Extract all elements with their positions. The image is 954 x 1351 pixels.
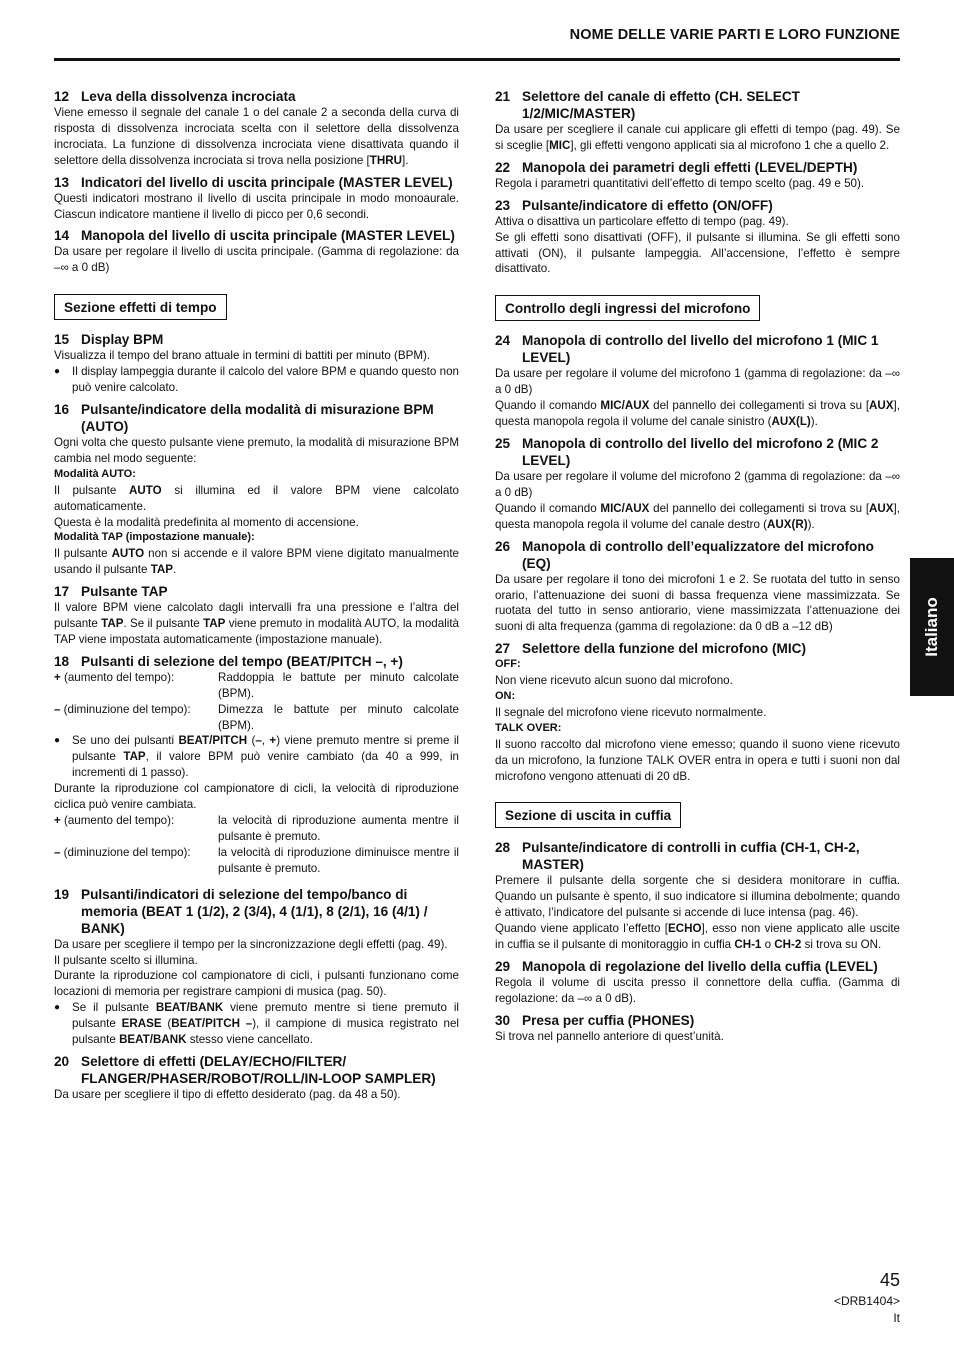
section-19-bullet [54,1000,459,1048]
text: ). [810,415,818,429]
definition-row [54,813,459,845]
language-tab-label: Italiano [922,597,941,657]
text: ( [161,1017,172,1031]
mic-off-text: Non viene ricevuto alcun suono dal microfono. [495,674,733,688]
talk-over-text: Il suono raccolto dal microfono viene emesso; quando il suono viene ricevuto da un microfono, la funzione TALK OVER entra in opera e tutti i suoni non dal microfono vengono attenuati di 20 dB. [495,737,900,783]
section-title-text: Pulsante TAP [81,584,168,600]
text: Viene emesso il segnale del canale 1 o del canale 2 a seconda della curva di risposta di dissolvenza incrociata scelta con il selettore della dissolvenza incrociata. La funzione di dissolvenza incrociata viene disattivata quando il selettore della dissolvenza incrociata si trova nella posizione [ [54,106,459,167]
definition-desc: Dimezza le battute per minuto calcolate (BPM). [218,702,459,732]
bold-text: TAP [101,617,124,631]
text: . [173,563,177,577]
section-title-text: Leva della dissolvenza incrociata [81,89,296,104]
bold-text: AUX(R) [766,517,808,531]
section-18-cycle-text: Durante la riproduzione col campionatore di cicli, la velocità di riproduzione ciclica può venire cambiata. [54,782,459,812]
bold-text: + [54,814,61,827]
bold-text: – [54,845,61,859]
section-25-p2 [495,501,900,533]
definition-desc: la velocità di riproduzione diminuisce mentre il pulsante è premuto. [218,845,459,875]
section-15-body: Visualizza il tempo del brano attuale in termini di battiti per minuto (BPM). [54,349,431,363]
page-header-title: NOME DELLE VARIE PARTI E LORO FUNZIONE [569,27,900,43]
bold-text: AUX(L) [771,415,811,429]
section-25-p1: Da usare per regolare il volume del microfono 2 (gamma di regolazione: da –∞ a 0 dB) [495,469,900,499]
section-title-text: Selettore di effetti (DELAY/ECHO/FILTER/ FLANGER/PHASER/ROBOT/ROLL/IN-LOOP SAMPLER) [81,1053,436,1086]
text: Se il pulsante [72,1001,156,1015]
bold-text: ERASE [121,1017,162,1031]
definition-term [54,845,218,877]
auto-mode-text [54,483,459,515]
mic-on-text: Il segnale del microfono viene ricevuto normalmente. [495,705,767,719]
text: Il pulsante [54,483,129,497]
section-number: 14 [54,228,70,244]
section-13-title [54,174,459,191]
bold-text: ECHO [667,922,702,936]
section-29-title [495,958,900,975]
section-number: 29 [495,959,511,974]
talk-over-label: TALK OVER: [495,721,562,734]
text: ) viene premuto mentre si preme il pulsante [72,734,459,764]
section-25-title [495,435,900,469]
section-24-p2 [495,398,900,430]
bold-text: AUX [869,501,894,515]
text: Quando viene applicato l’effetto [ [495,922,668,936]
text: viene premuto in modalità AUTO, la modalità TAP viene impostata automaticamente (impostazione manuale). [54,617,459,646]
section-20-body: Da usare per scegliere il tipo di effetto desiderato (pag. da 48 a 50). [54,1087,401,1101]
section-title-text: Pulsante/indicatore di controlli in cuffia (CH-1, CH-2, MASTER) [522,840,860,873]
text: Quando il comando [495,399,601,413]
text: , [261,734,270,748]
text: Se uno dei pulsanti [72,734,179,748]
section-23-title [495,197,900,214]
section-16-body: Ogni volta che questo pulsante viene premuto, la modalità di misurazione BPM cambia nel modo seguente: [54,435,459,465]
text: ], questa manopola regola il volume del canale sinistro ( [495,399,900,429]
text: del pannello dei collegamenti si trova su [ [649,501,870,515]
subsection-box-tempo-effects: Sezione effetti di tempo [54,294,227,320]
bold-text: TAP [123,750,146,764]
definition-term [54,670,218,702]
section-30-body: Si trova nel pannello anteriore di quest’unità. [495,1029,724,1043]
section-title-text: Manopola del livello di uscita principale (MASTER LEVEL) [81,228,455,244]
section-title-text: Manopola dei parametri degli effetti (LEVEL/DEPTH) [522,159,858,175]
text: (aumento del tempo): [60,814,175,827]
section-15-bullet: ● Il display lampeggia durante il calcolo del valore BPM e quando questo non può venire calcolato. [54,364,459,396]
section-17-body [54,600,459,648]
section-number: 16 [54,401,70,417]
section-24-title [495,332,900,366]
tap-mode-label: Modalità TAP (impostazione manuale): [54,531,255,544]
bold-text: – [255,734,262,748]
section-21-title [495,88,900,122]
bold-text: MIC [549,138,571,152]
bold-text: THRU [369,153,402,167]
section-27-title [495,640,900,657]
section-22-title [495,159,900,176]
section-29-body: Regola il volume di uscita presso il connettore della cuffia. (Gamma di regolazione: da –∞ a 0 dB). [495,976,900,1005]
section-23-p2: Se gli effetti sono disattivati (OFF), il pulsante si illumina. Se gli effetti sono attivati (ON), il pulsante lampeggia. All’accensione, l’effetto è sempre disattivato. [495,230,900,276]
section-19-p2: Il pulsante scelto si illumina. [54,953,198,967]
bold-text: BEAT/BANK [119,1033,187,1047]
section-15-title [54,331,459,348]
text: ], questa manopola regola il volume del canale destro ( [495,501,900,531]
section-title-text: Selettore del canale di effetto (CH. SELECT 1/2/MIC/MASTER) [522,89,800,121]
section-title-text: Presa per cuffia (PHONES) [522,1012,695,1028]
section-18-title [54,653,459,670]
section-number: 23 [495,197,511,213]
section-number: 26 [495,538,511,554]
section-title-text: Pulsante/indicatore della modalità di misurazione BPM (AUTO) [81,401,434,434]
language-code: It [893,1311,900,1325]
section-12-body [54,105,459,169]
section-14-title [54,227,459,244]
section-title-text: Manopola di controllo del livello del microfono 2 (MIC 2 LEVEL) [522,435,879,468]
section-number: 15 [54,332,70,348]
bold-text: CH-2 [774,938,802,952]
section-title-text: Manopola di regolazione del livello della cuffia (LEVEL) [522,959,878,974]
section-number: 28 [495,840,511,856]
bold-text: BEAT/PITCH [178,734,248,748]
section-title-text: Manopola di controllo del livello del microfono 1 (MIC 1 LEVEL) [522,333,879,366]
bold-text: MIC/AUX [600,399,650,413]
definition-term [54,813,218,845]
text: , il valore BPM può venire cambiato (da 40 a 999, in incrementi di 1 passo). [72,750,459,780]
subsection-box-mic-inputs: Controllo degli ingressi del microfono [495,295,760,321]
section-number: 12 [54,89,70,104]
section-number: 13 [54,174,70,190]
bold-text: AUTO [111,547,145,561]
text: ), il campione di musica registrato nel pulsante [72,1017,459,1047]
bold-text: AUX [869,399,894,413]
bold-text: TAP [150,563,174,577]
section-18-bullet [54,733,459,781]
text: Quando il comando [495,501,601,515]
section-title-text: Manopola di controllo dell’equalizzatore del microfono (EQ) [522,538,874,571]
section-12-title [54,88,459,105]
bold-text: BEAT/BANK [155,1001,224,1015]
text: viene premuto mentre si tiene premuto il pulsante [72,1001,459,1031]
section-26-title [495,538,900,572]
text: non si accende e il valore BPM viene digitato manualmente usando il pulsante [54,547,459,577]
section-number: 17 [54,584,70,600]
text: Il pulsante [54,547,112,561]
section-number: 24 [495,333,511,349]
document-code: <DRB1404> [833,1294,900,1308]
text: (aumento del tempo): [60,670,175,684]
section-23-p1: Attiva o disattiva un particolare effetto di tempo (pag. 49). [495,214,789,228]
text: stesso viene cancellato. [186,1033,313,1047]
bold-text: CH-1 [734,938,762,952]
section-number: 21 [495,89,511,104]
bold-text: + [269,734,277,748]
mic-off-label: OFF: [495,658,521,671]
section-21-body [495,122,900,154]
auto-mode-label: Modalità AUTO: [54,467,136,480]
section-number: 30 [495,1012,511,1028]
section-title-text: Selettore della funzione del microfono (MIC) [522,641,806,657]
section-30-title [495,1012,900,1029]
section-number: 25 [495,435,511,451]
section-28-p2 [495,921,900,953]
section-19-p3: Durante la riproduzione col campionatore di cicli, i pulsanti funzionano come locazioni di memoria per registrare campioni di musica (pag. 50). [54,969,459,999]
section-title-text: Indicatori del livello di uscita principale (MASTER LEVEL) [81,174,453,190]
text: si illumina ed il valore BPM viene calcolato automaticamente. [54,483,459,513]
bold-text: TAP [203,617,226,631]
definition-term [54,702,218,734]
text: Da usare per scegliere il canale cui applicare gli effetti di tempo (pag. 49). Se si sceglie [ [495,123,900,152]
bold-text: BEAT/PITCH – [171,1017,253,1031]
section-number: 18 [54,653,70,669]
section-title-text: Pulsanti di selezione del tempo (BEAT/PITCH –, +) [81,653,403,669]
text: si trova su ON. [801,938,882,952]
section-title-text: Pulsanti/indicatori di selezione del tempo/banco di memoria (BEAT 1 (1/2), 2 (3/4), 4 (1/1), 8 (2/1), 16 (4/1) / BANK) [81,886,428,936]
header-rule [54,58,900,61]
auto-mode-default: Questa è la modalità predefinita al momento di accensione. [54,515,359,529]
right-column [495,88,900,1045]
section-24-p1: Da usare per regolare il volume del microfono 1 (gamma di regolazione: da –∞ a 0 dB) [495,367,900,397]
tap-mode-text [54,546,459,578]
text: (diminuzione del tempo): [60,845,191,859]
section-13-body: Questi indicatori mostrano il livello di uscita principale in modo monoaurale. Ciascun indicatore mantiene il livello di picco per 0,6 secondi. [54,191,459,221]
section-20-title [54,1053,459,1087]
section-28-title [495,839,900,873]
text: del pannello dei collegamenti si trova su [ [649,399,870,413]
text: Il valore BPM viene calcolato dagli intervalli fra una pressione e l’altra del pulsante [54,601,459,631]
page-number: 45 [879,1270,900,1290]
section-title-text: Display BPM [81,332,164,348]
section-22-body: Regola i parametri quantitativi dell’effetto di tempo scelto (pag. 49 e 50). [495,176,865,190]
section-19-title [54,886,459,937]
section-14-body: Da usare per regolare il livello di uscita principale. (Gamma di regolazione: da –∞ a 0 dB) [54,245,459,275]
text: ). [807,517,815,531]
definition-row [54,845,459,877]
section-28-p1: Premere il pulsante della sorgente che si desidera monitorare in cuffia. Quando un pulsante è spento, il suo indicatore si illumina debolmente; quando è attivato, l’indicatore del pulsante si accende di luce intensa (pag. 46). [495,874,900,920]
text: ], esso non viene applicato alle uscite in cuffia se il pulsante di monitoraggio in cuffia [495,922,900,952]
definition-desc: la velocità di riproduzione aumenta mentre il pulsante è premuto. [218,814,459,843]
text: . Se il pulsante [123,617,204,631]
section-number: 19 [54,886,70,902]
section-16-title [54,401,459,435]
bold-text: + [54,670,61,684]
mic-on-label: ON: [495,690,516,703]
bold-text: MIC/AUX [600,501,650,515]
section-number: 27 [495,641,511,657]
left-column [54,88,459,1103]
subsection-box-headphone-output: Sezione di uscita in cuffia [495,802,681,828]
section-number: 20 [54,1053,70,1069]
section-26-body: Da usare per regolare il tono dei microfoni 1 e 2. Se ruotata del tutto in senso orario, l’attenuazione dei suoni di bassa frequenza viene massimizzata. Se ruotata del tutto in senso antiorario, viene massimizzata l’attenuazione dei suoni di alta frequenza (gamma di regolazione: da 0 dB a –12 dB) [495,572,900,634]
section-17-title [54,583,459,600]
text: ]. [401,153,409,167]
section-19-p1: Da usare per scegliere il tempo per la sincronizzazione degli effetti (pag. 49). [54,937,448,951]
language-side-tab [910,558,954,696]
bold-text: AUTO [129,483,162,497]
bold-text: – [54,702,61,716]
definition-row [54,702,459,734]
section-number: 22 [495,159,511,175]
definition-desc: Raddoppia le battute per minuto calcolate (BPM). [218,670,459,700]
text: (diminuzione del tempo): [60,702,191,716]
text: ( [247,734,256,748]
section-title-text: Pulsante/indicatore di effetto (ON/OFF) [522,197,773,213]
text: o [761,938,775,952]
text: ], gli effetti vengono applicati sia al microfono 1 che a quello 2. [570,138,890,152]
definition-row [54,670,459,702]
